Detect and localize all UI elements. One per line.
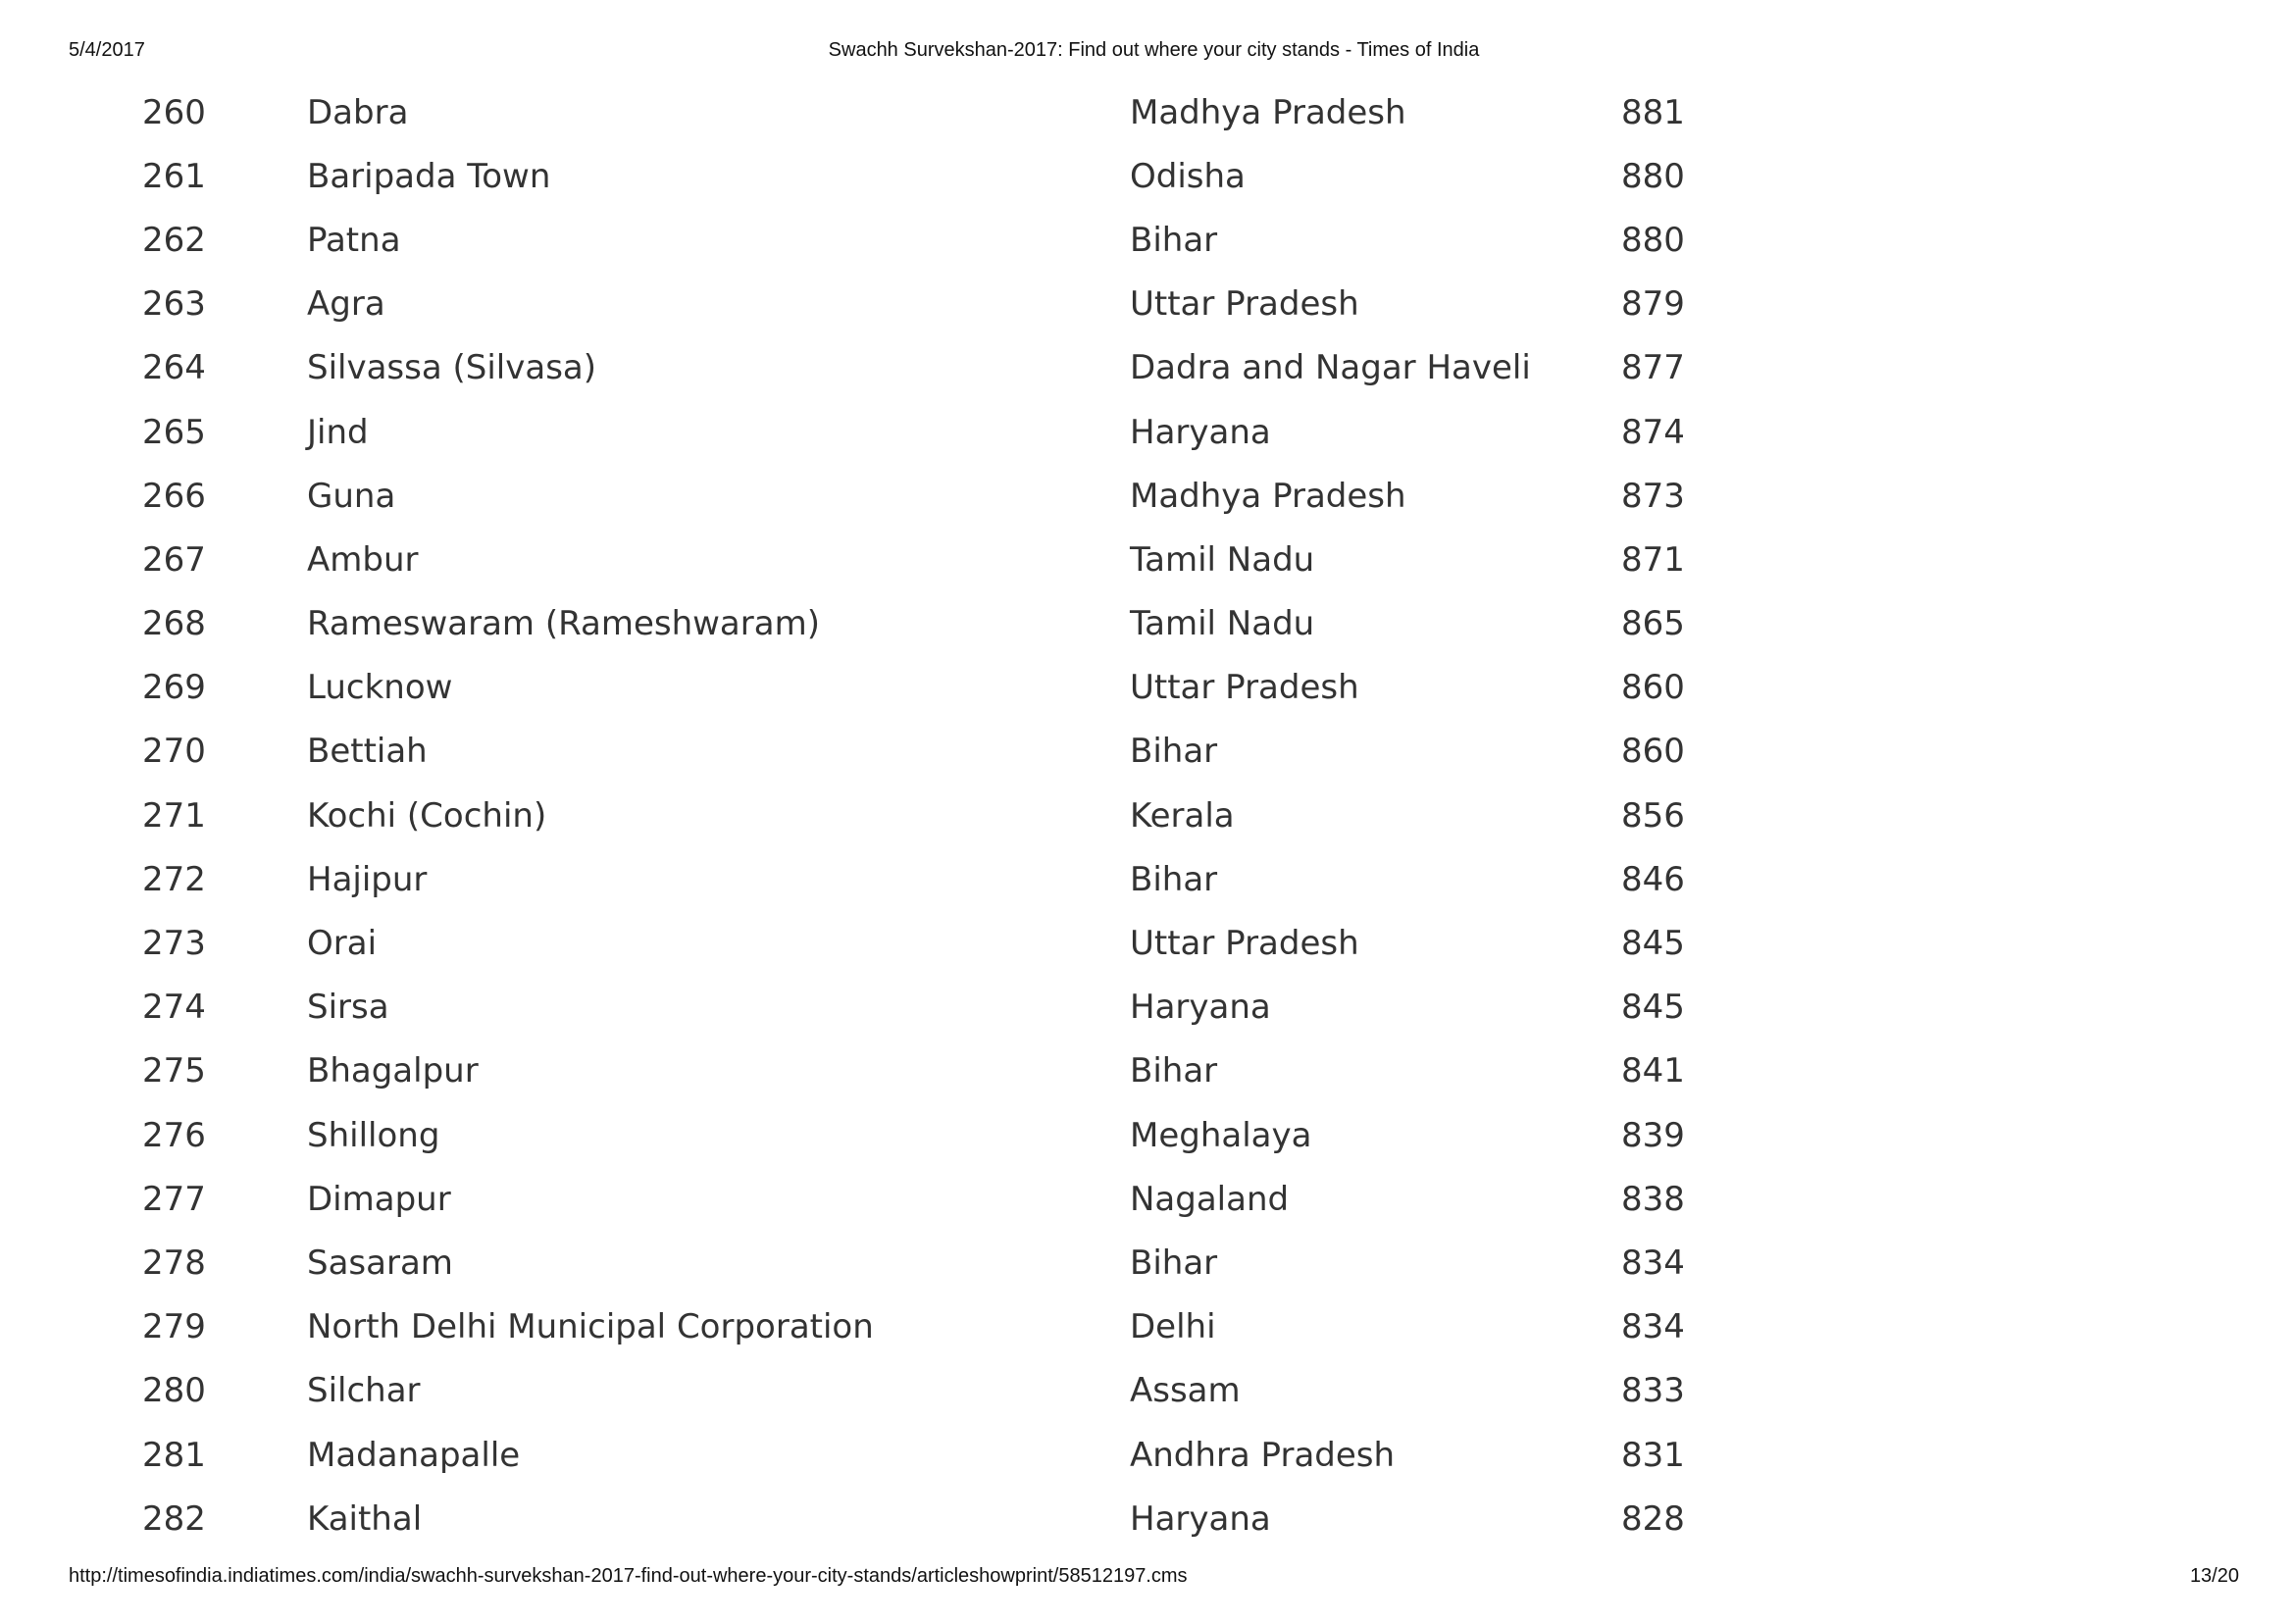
city-cell: Agra [307,284,385,325]
state-cell: Bihar [1130,732,1218,772]
state-cell: Bihar [1130,1051,1218,1091]
state-cell: Andhra Pradesh [1130,1435,1396,1475]
city-cell: Bhagalpur [307,1051,479,1091]
score-cell: 877 [1621,348,1685,388]
city-cell: Hajipur [307,859,428,899]
state-cell: Haryana [1130,412,1271,452]
table-row [142,1487,1810,1550]
rank-cell: 281 [142,1435,206,1475]
rank-cell: 263 [142,284,206,325]
score-cell: 860 [1621,732,1685,772]
score-cell: 845 [1621,988,1685,1028]
rank-cell: 264 [142,348,206,388]
table-row [142,1423,1810,1487]
rank-cell: 271 [142,795,206,836]
city-cell: Shillong [307,1115,440,1155]
rank-cell: 273 [142,924,206,964]
rank-cell: 278 [142,1243,206,1283]
state-cell: Dadra and Nagar Haveli [1130,348,1531,388]
print-footer [69,1565,2239,1593]
rank-cell: 277 [142,1179,206,1219]
rank-cell: 282 [142,1498,206,1539]
city-cell: Kochi (Cochin) [307,795,547,836]
table-row [142,976,1810,1040]
score-cell: 831 [1621,1435,1685,1475]
state-cell: Nagaland [1130,1179,1290,1219]
table-row [142,144,1810,208]
print-header [69,39,2239,67]
rank-cell: 276 [142,1115,206,1155]
state-cell: Madhya Pradesh [1130,92,1406,132]
score-cell: 856 [1621,795,1685,836]
table-row [142,1295,1810,1359]
state-cell: Bihar [1130,1243,1218,1283]
state-cell: Tamil Nadu [1130,539,1315,580]
city-cell: Silvassa (Silvasa) [307,348,597,388]
rank-cell: 275 [142,1051,206,1091]
score-cell: 828 [1621,1498,1685,1539]
score-cell: 838 [1621,1179,1685,1219]
table-row [142,720,1810,784]
table-row [142,911,1810,975]
state-cell: Kerala [1130,795,1235,836]
table-row [142,80,1810,144]
table-row [142,400,1810,464]
state-cell: Uttar Pradesh [1130,668,1359,708]
state-cell: Bihar [1130,220,1218,260]
city-cell: Lucknow [307,668,453,708]
table-row [142,1040,1810,1103]
state-cell: Bihar [1130,859,1218,899]
city-cell: Baripada Town [307,156,551,196]
table-row [142,656,1810,720]
rank-cell: 270 [142,732,206,772]
score-cell: 834 [1621,1307,1685,1347]
page-url: http://timesofindia.indiatimes.com/india/swachh-survekshan-2017-find-out-where-your-city-stands/articleshowprint/58512197.cms [69,1565,1188,1587]
score-cell: 880 [1621,156,1685,196]
rank-cell: 265 [142,412,206,452]
page-title: Swachh Survekshan-2017: Find out where your city stands - Times of India [828,39,1480,61]
score-cell: 860 [1621,668,1685,708]
score-cell: 846 [1621,859,1685,899]
city-cell: Silchar [307,1371,421,1411]
rank-cell: 261 [142,156,206,196]
rank-cell: 266 [142,476,206,516]
rank-cell: 260 [142,92,206,132]
city-cell: Ambur [307,539,419,580]
state-cell: Delhi [1130,1307,1216,1347]
rank-cell: 262 [142,220,206,260]
city-cell: Patna [307,220,401,260]
score-cell: 881 [1621,92,1685,132]
score-cell: 865 [1621,604,1685,644]
rank-cell: 279 [142,1307,206,1347]
state-cell: Uttar Pradesh [1130,924,1359,964]
city-cell: Rameswaram (Rameshwaram) [307,604,820,644]
city-cell: Orai [307,924,378,964]
score-cell: 834 [1621,1243,1685,1283]
state-cell: Madhya Pradesh [1130,476,1406,516]
table-row [142,1231,1810,1294]
table-row [142,1167,1810,1231]
score-cell: 874 [1621,412,1685,452]
table-row [142,336,1810,400]
table-row [142,528,1810,591]
table-row [142,464,1810,528]
city-cell: Dabra [307,92,409,132]
table-row [142,592,1810,656]
city-cell: Bettiah [307,732,428,772]
city-cell: Jind [307,412,369,452]
score-cell: 880 [1621,220,1685,260]
score-cell: 845 [1621,924,1685,964]
page-number: 13/20 [2189,1565,2239,1587]
city-cell: Dimapur [307,1179,451,1219]
rank-cell: 269 [142,668,206,708]
city-cell: Kaithal [307,1498,423,1539]
rank-cell: 268 [142,604,206,644]
table-row [142,208,1810,272]
state-cell: Odisha [1130,156,1246,196]
table-row [142,273,1810,336]
score-cell: 871 [1621,539,1685,580]
score-cell: 841 [1621,1051,1685,1091]
table-row [142,847,1810,911]
table-row [142,784,1810,847]
rank-cell: 272 [142,859,206,899]
rank-table [142,80,1810,1550]
city-cell: Sirsa [307,988,389,1028]
city-cell: Sasaram [307,1243,453,1283]
state-cell: Haryana [1130,1498,1271,1539]
rank-cell: 280 [142,1371,206,1411]
state-cell: Haryana [1130,988,1271,1028]
print-date: 5/4/2017 [69,39,145,61]
state-cell: Uttar Pradesh [1130,284,1359,325]
table-row [142,1103,1810,1167]
table-row [142,1359,1810,1423]
city-cell: Madanapalle [307,1435,521,1475]
score-cell: 833 [1621,1371,1685,1411]
city-cell: Guna [307,476,396,516]
rank-cell: 267 [142,539,206,580]
score-cell: 879 [1621,284,1685,325]
score-cell: 873 [1621,476,1685,516]
city-cell: North Delhi Municipal Corporation [307,1307,874,1347]
state-cell: Meghalaya [1130,1115,1312,1155]
state-cell: Tamil Nadu [1130,604,1315,644]
rank-cell: 274 [142,988,206,1028]
score-cell: 839 [1621,1115,1685,1155]
state-cell: Assam [1130,1371,1241,1411]
